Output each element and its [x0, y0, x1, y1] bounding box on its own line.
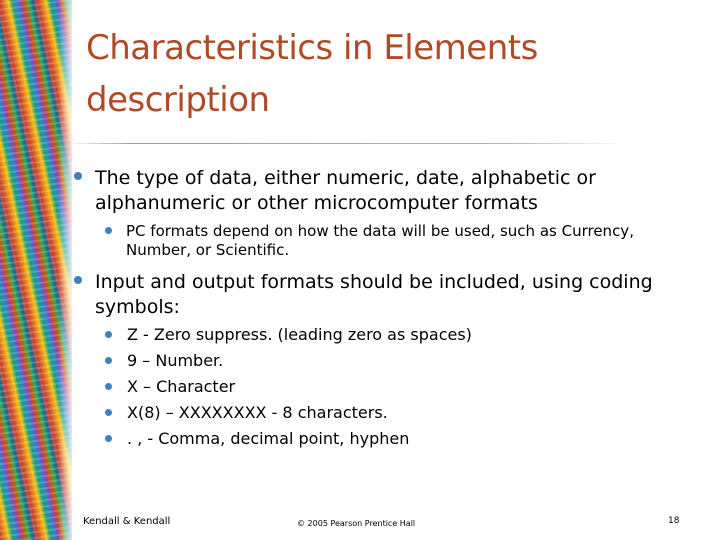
page-number: 18 [668, 516, 680, 526]
footer-author: Kendall & Kendall [83, 516, 171, 527]
sub-bullet-text: Z - Zero suppress. (leading zero as spaces) [127, 325, 472, 344]
bullet-icon [105, 435, 112, 442]
sub-bullet-item [105, 426, 665, 452]
footer-copyright: © 2005 Pearson Prentice Hall [297, 519, 416, 528]
sub-bullet-text: PC formats depend on how the data will be used, such as Currency, Number, or Scientific. [126, 222, 634, 259]
bullet-icon [105, 227, 112, 234]
bullet-icon [105, 357, 112, 364]
sub-bullet-text: X – Character [127, 377, 236, 396]
sub-bullet-text: . , - Comma, decimal point, hyphen [127, 429, 410, 448]
sub-bullet-text: 9 – Number. [127, 351, 224, 370]
sub-bullet-item [105, 400, 665, 426]
bullet-icon [105, 383, 112, 390]
bullet-text: Input and output formats should be included, using coding symbols: [95, 271, 653, 318]
bullet-icon [74, 276, 82, 284]
bullet-text: The type of data, either numeric, date, alphabetic or alphanumeric or other microcomputer formats [95, 167, 596, 214]
sub-bullet-item [105, 322, 665, 348]
sub-bullet-item [105, 222, 665, 260]
bullet-icon [74, 172, 82, 180]
bullet-icon [105, 409, 112, 416]
sub-bullet-item [105, 374, 665, 400]
bullet-item [74, 166, 674, 216]
slide-title: Characteristics in Elements description [86, 28, 538, 120]
bullet-icon [105, 331, 112, 338]
sub-bullet-item [105, 348, 665, 374]
sub-bullet-text: X(8) – XXXXXXXX - 8 characters. [127, 403, 388, 422]
bullet-item [74, 270, 674, 320]
